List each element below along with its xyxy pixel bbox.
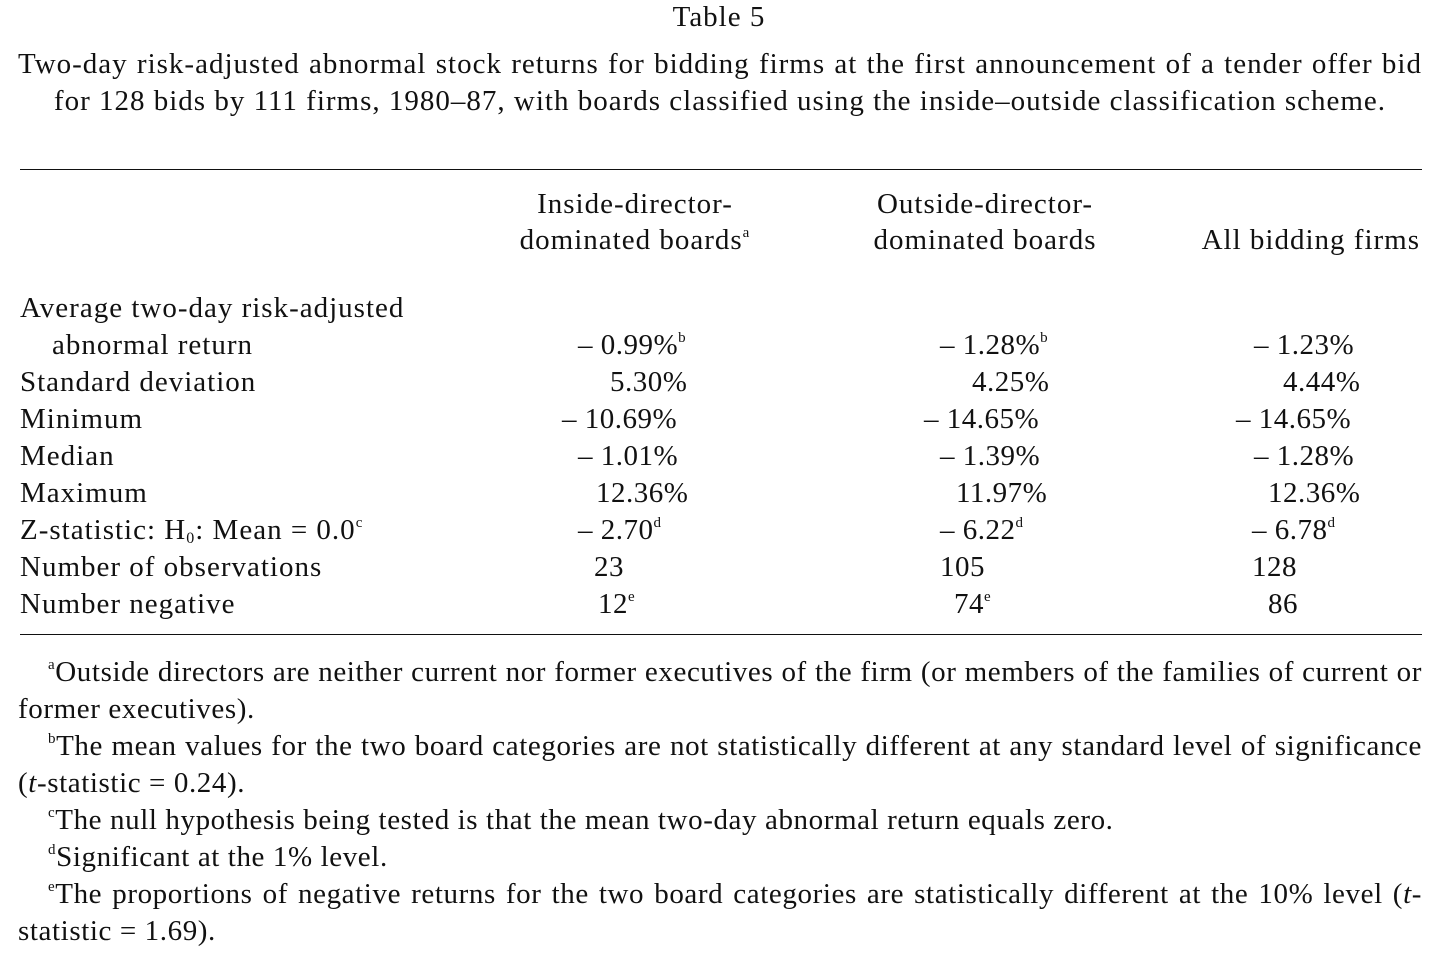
- cell-min-outside: – 14.65%: [924, 403, 1040, 435]
- cell-max-outside: 11.97%: [956, 477, 1048, 509]
- cell-avg-all: – 1.23%: [1254, 329, 1355, 361]
- row-label-maximum: Maximum: [20, 477, 148, 509]
- cell-avg-outside: – 1.28%$^b$: [940, 329, 1049, 361]
- cell-med-all: – 1.28%: [1254, 440, 1355, 472]
- column-header-outside-line2: dominated boards: [873, 224, 1097, 256]
- row-label-average-line1: Average two-day risk-adjusted: [20, 292, 405, 324]
- cell-max-inside: 12.36%: [596, 477, 689, 509]
- column-header-outside-line1: Outside-director-: [876, 188, 1094, 220]
- footnote-c: $^c$The null hypothesis being tested is that the mean two-day abnormal return equals zero.: [48, 804, 1114, 836]
- cell-min-all: – 14.65%: [1236, 403, 1352, 435]
- cell-nneg-all: 86: [1268, 588, 1298, 620]
- cell-nneg-outside: 74e: [954, 588, 992, 620]
- cell-nneg-inside: 12e: [598, 588, 636, 620]
- cell-med-inside: – 1.01%: [578, 440, 679, 472]
- footnote-mark-a: a: [742, 225, 751, 241]
- table-caption: Two-day risk-adjusted abnormal stock returns for bidding firms at the first announcement of a tender offer bid for 128 bids by 111 firms, 1980–87, with boards classified using the inside–outside classification scheme.: [18, 48, 1422, 117]
- table-top-rule: [20, 169, 1422, 170]
- cell-min-inside: – 10.69%: [562, 403, 678, 435]
- cell-avg-inside: – 0.99%$^b$: [578, 329, 687, 361]
- cell-nobs-all: 128: [1252, 551, 1297, 583]
- column-header-all: All bidding firms: [1201, 224, 1420, 256]
- row-label-std-dev: Standard deviation: [20, 366, 257, 398]
- table-footnotes: [18, 654, 1422, 950]
- cell-z-outside: – 6.22$^d$: [940, 514, 1024, 546]
- footnote-b: $^b$The mean values for the two board categories are not statistically different at any standard level of significance (t-statistic = 0.24).: [18, 730, 1422, 799]
- row-label-negative: Number negative: [20, 588, 236, 620]
- footnote-d: $^d$Significant at the 1% level.: [48, 841, 388, 873]
- footnote-a: $^a$Outside directors are neither current nor former executives of the firm (or members of the families of current or former executives).: [18, 656, 1422, 725]
- column-header-outside: [830, 186, 1140, 258]
- cell-med-outside: – 1.39%: [940, 440, 1041, 472]
- cell-z-inside: – 2.70$^d$: [578, 514, 662, 546]
- table-bottom-rule: [20, 634, 1422, 635]
- cell-sd-outside: 4.25%: [972, 366, 1050, 398]
- table-label: Table 5: [672, 1, 766, 33]
- row-label-observations: Number of observations: [20, 551, 323, 583]
- row-label-minimum: Minimum: [20, 403, 144, 435]
- cell-nobs-outside: 105: [940, 551, 985, 583]
- cell-z-all: – 6.78$^d$: [1252, 514, 1336, 546]
- row-label-z-statistic: Z-statistic: $H_0$: Mean = 0.0$^c$: [20, 514, 364, 547]
- row-label-median: Median: [20, 440, 115, 472]
- column-header-inside-line2: dominated boards$^a$: [519, 224, 751, 256]
- cell-max-all: 12.36%: [1268, 477, 1361, 509]
- footnote-e: $^e$The proportions of negative returns for the two board categories are statistically different at the 10% level (t-statistic = 1.69).: [18, 878, 1422, 947]
- column-header-inside: [470, 186, 800, 258]
- row-label-average-line2: abnormal return: [52, 329, 254, 361]
- cell-sd-inside: 5.30%: [610, 366, 688, 398]
- cell-nobs-inside: 23: [594, 551, 624, 583]
- column-header-inside-line1: Inside-director-: [537, 188, 733, 220]
- cell-sd-all: 4.44%: [1283, 366, 1361, 398]
